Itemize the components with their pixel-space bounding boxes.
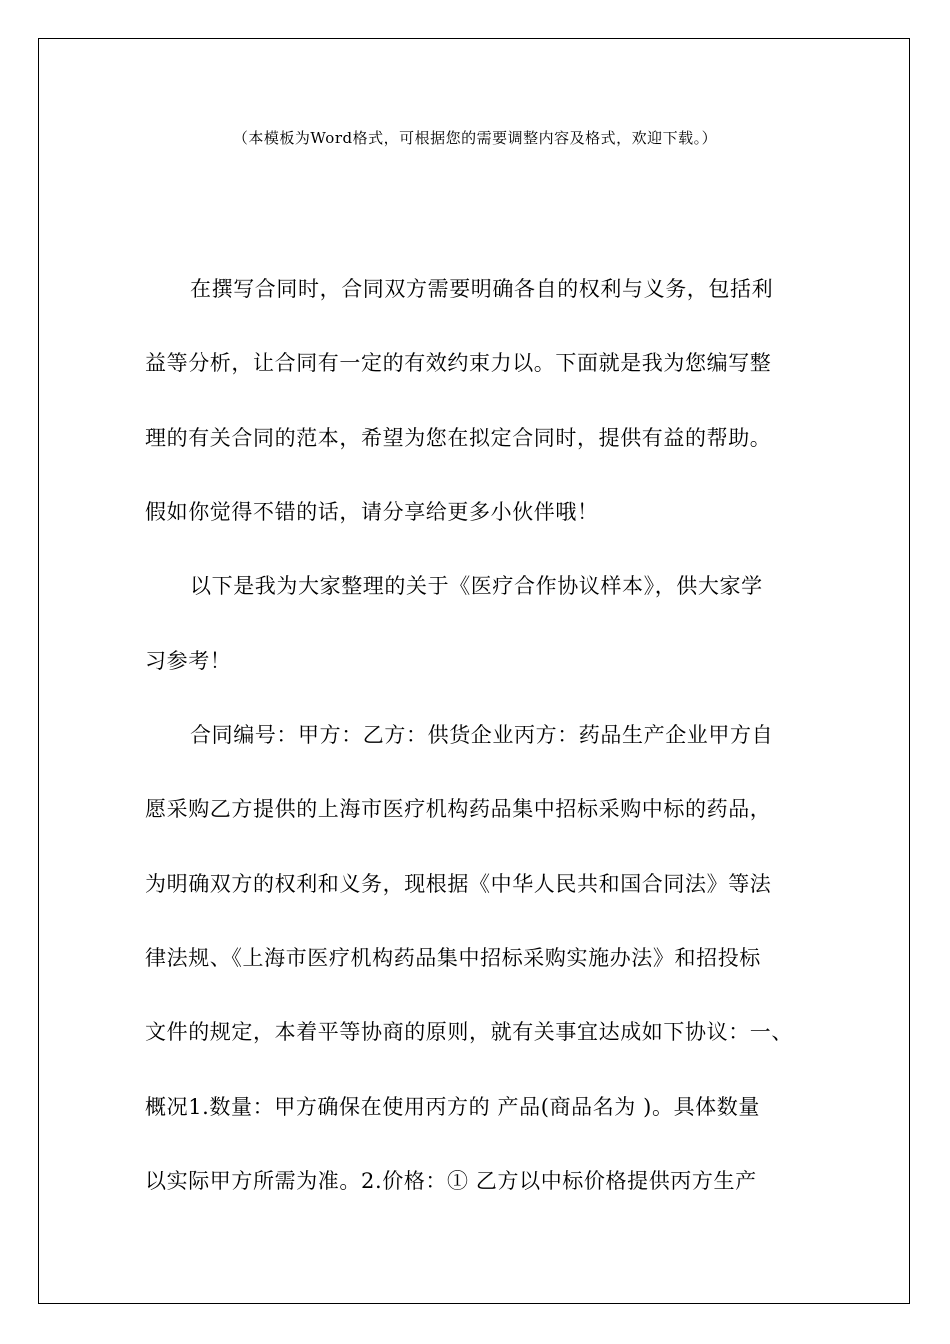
paragraph-line: 愿采购乙方提供的上海市医疗机构药品集中招标采购中标的药品， [145, 797, 772, 821]
paragraph-line: 习参考！ [145, 649, 232, 673]
paragraph-line: 以实际甲方所需为准。2.价格：① 乙方以中标价格提供丙方生产 [145, 1169, 757, 1193]
paragraph-line: 以下是我为大家整理的关于《医疗合作协议样本》，供大家学 [190, 574, 763, 598]
paragraph-line: 益等分析，让合同有一定的有效约束力以。下面就是我为您编写整 [145, 351, 772, 375]
paragraph-line: 文件的规定，本着平等协商的原则，就有关事宜达成如下协议：一、 [145, 1020, 793, 1044]
paragraph-line: 在撰写合同时，合同双方需要明确各自的权利与义务，包括利 [190, 277, 774, 301]
paragraph-line: 假如你觉得不错的话，请分享给更多小伙伴哦！ [145, 500, 599, 524]
paragraph-line: 理的有关合同的范本，希望为您在拟定合同时，提供有益的帮助。 [145, 426, 772, 450]
paragraph-line: 合同编号：甲方：乙方：供货企业丙方：药品生产企业甲方自 [190, 723, 774, 747]
template-notice: （本模板为Word格式，可根据您的需要调整内容及格式，欢迎下载。） [232, 129, 718, 147]
paragraph-line: 概况1.数量：甲方确保在使用丙方的 产品(商品名为 )。具体数量 [145, 1095, 760, 1119]
paragraph-line: 律法规、《上海市医疗机构药品集中招标采购实施办法》和招投标 [145, 946, 761, 970]
paragraph-line: 为明确双方的权利和义务，现根据《中华人民共和国合同法》等法 [145, 872, 772, 896]
